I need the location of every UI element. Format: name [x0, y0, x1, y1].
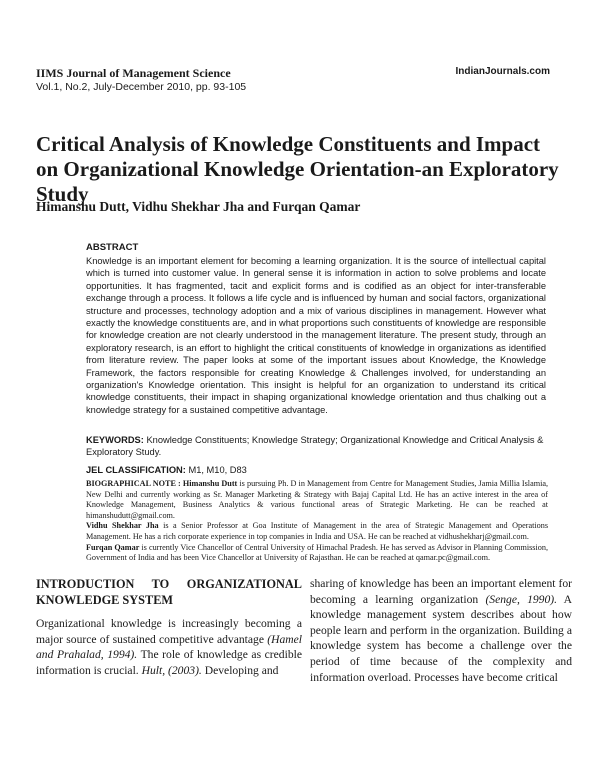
intro-right-column: [310, 576, 572, 685]
abstract-body: Knowledge is an important element for becoming a learning organization. It is the source of intellectual capital which is turned into customer value. In general sense it is information in action to solve problems and locate opportunities. It has fragmented, tacit and explicit forms and is codified as an object for inter-transferable exchange through a process. It follows a life cycle and is influenced by human and social factors, organizational structure and processes, technology adoption and a mix of various disciplines in management. However what exactly the knowledge constituents are, and in what proportions such constituents of knowledge are responsible for knowledge creation are not clearly understood in the management literature. The present study, through an exploratory research, is an effort to highlight the critical constituents of knowledge in organizations as identified from literature review. The paper looks at some of the important issues about Knowledge, the Knowledge Framework, the factors responsible for creating Knowledge & Challenges involved, for understanding an organization's Knowledge orientation. This insight is helpful for an organization to understand its critical knowledge constituents, their impact in shaping organizational knowledge orientation and thus chalking out a knowledge strategy for a sustained competitive advantage.: [86, 256, 546, 415]
bio-name-2: Vidhu Shekhar Jha: [86, 521, 159, 531]
keywords-text: Knowledge Constituents; Knowledge Strategy; Organizational Knowledge and Critical Analysis & Exploratory Study.: [86, 435, 544, 458]
bio-name-1: Himanshu Dutt: [182, 479, 238, 488]
intro-paragraph-left: Organizational knowledge is increasingly becoming a major source of sustained competitive advantage (Hamel and Prahalad, 1994). The role of knowledge as credible information is crucial. Hult, (2003). Developing and: [36, 617, 302, 677]
bio-text-2: is a Senior Professor at Goa Institute of Management in the area of Strategic Management and Operations Management. He has a rich corporate experience in top companies in India and USA. He can be reached at vidhushekharj@gmail.com.: [86, 521, 549, 541]
site-name: IndianJournals.com: [455, 66, 550, 77]
bio-text-1: is pursuing Ph. D in Management from Centre for Management Studies, Jamia Millia Islamia, New Delhi and currently working as Sr. Manager Marketing & Strategy with Bajaj Capital Ltd. He has an active interest in the area of Knowledge Management, Business Analytics & various functional areas of Strategic Marketing. He can be reached at himanshudutt@gmail.com.: [86, 479, 549, 520]
keywords: [86, 434, 546, 459]
jel-text: M1, M10, D83: [188, 465, 247, 475]
journal-issue: Vol.1, No.2, July-December 2010, pp. 93-105: [36, 81, 247, 93]
journal-title: IIMS Journal of Management Science: [36, 66, 231, 80]
intro-paragraph-right: sharing of knowledge has been an important element for becoming a learning organization (Senge, 1990). A knowledge management system describes about how people learn and perform in the organization. Building a knowledge system has become a challenge over the period of time because of the complexity and information overload. Processes have become critical: [310, 577, 572, 684]
citation: (Senge, 1990).: [485, 592, 558, 606]
intro-left-column: [36, 576, 302, 678]
paper-title: Critical Analysis of Knowledge Constituents and Impact on Organizational Knowledge Orientation-an Exploratory Study: [36, 132, 559, 206]
bio-paragraph-3: [86, 543, 548, 564]
bio-paragraph-2: [86, 521, 548, 542]
abstract-heading: ABSTRACT: [86, 242, 139, 253]
keywords-label: KEYWORDS:: [86, 435, 144, 445]
bio-text-3: is currently Vice Chancellor of Central University of Himachal Pradesh. He has served as Advisor in Planning Commission, Government of India and has been Vice Chancellor at University of Rajasthan. He can be reached at qamar.pc@gmail.com.: [86, 542, 548, 563]
bio-label: BIOGRAPHICAL NOTE :: [86, 479, 181, 488]
intro-heading: INTRODUCTION TO ORGANIZATIONAL KNOWLEDGE SYSTEM: [36, 577, 302, 607]
jel-classification: [86, 464, 546, 476]
citation: Hult, (2003).: [141, 663, 202, 677]
bio-paragraph-1: [86, 479, 548, 521]
jel-label: JEL CLASSIFICATION:: [86, 465, 186, 475]
paper-authors: Himanshu Dutt, Vidhu Shekhar Jha and Furqan Qamar: [36, 199, 361, 214]
bio-name-3: Furqan Qamar: [86, 542, 140, 552]
citation: (Hamel and Prahalad, 1994).: [36, 632, 302, 662]
biographical-note: [86, 479, 548, 564]
